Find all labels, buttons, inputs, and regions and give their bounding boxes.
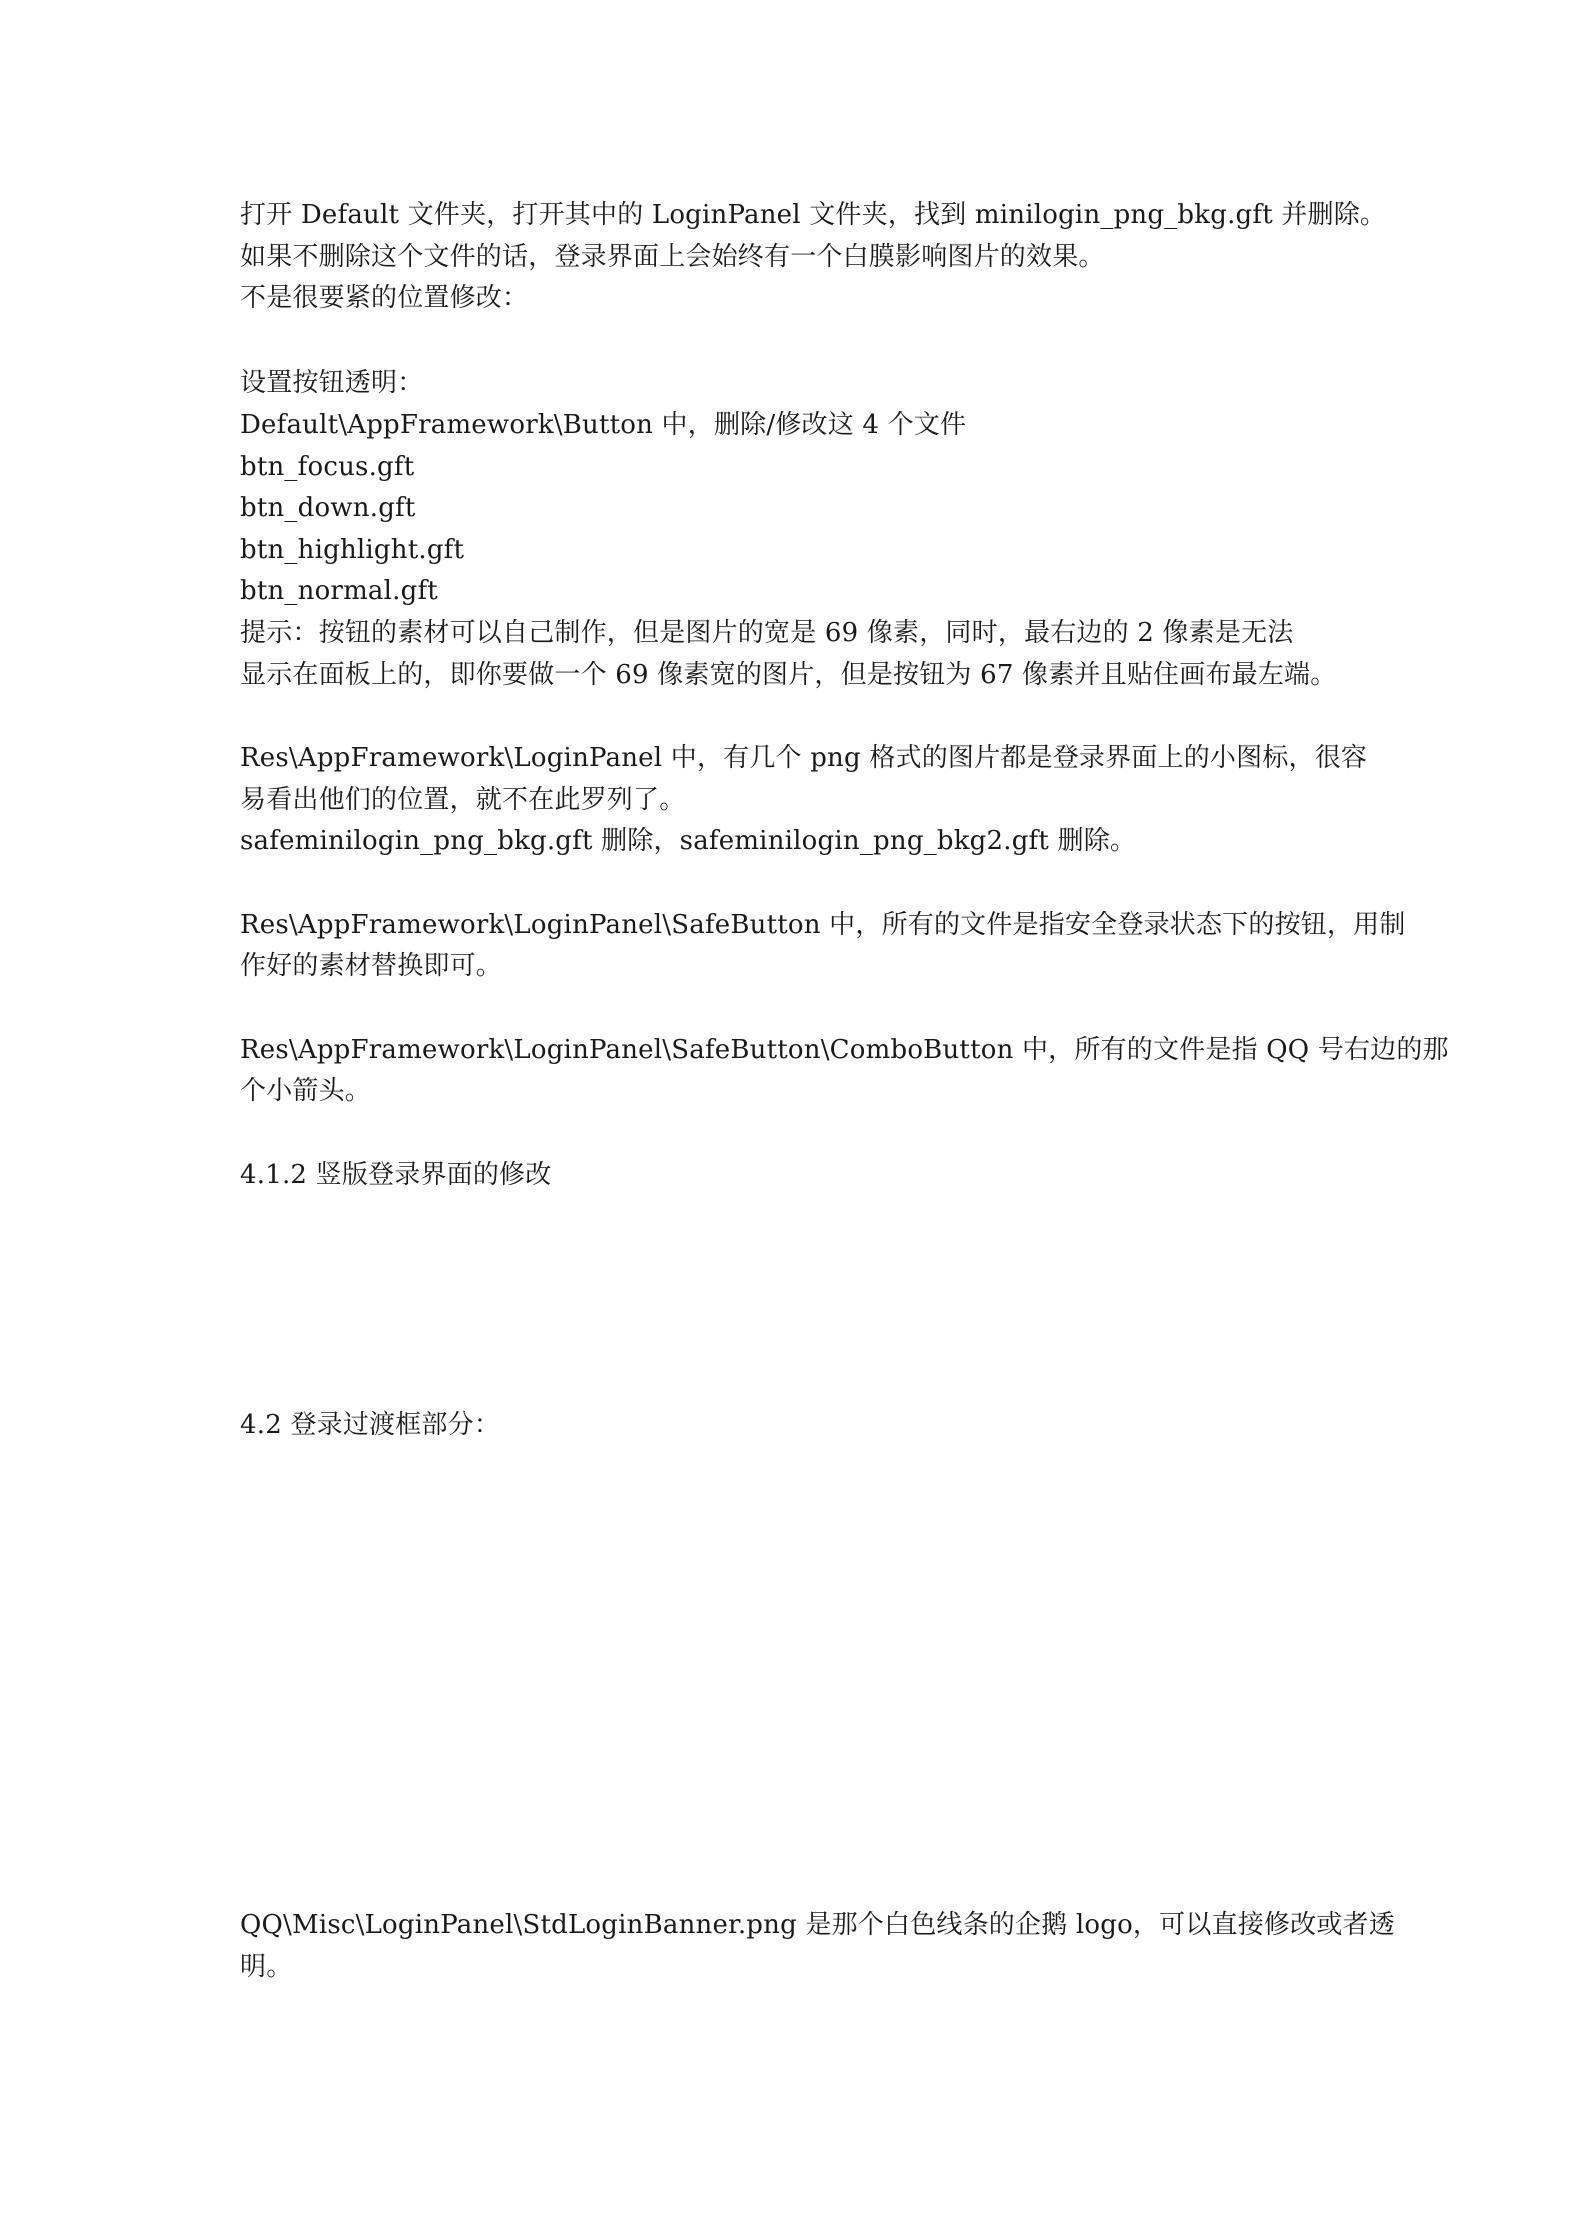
paragraph-line: 不是很要紧的位置修改： [240, 283, 529, 313]
file-name-line: btn_focus.gft [240, 452, 415, 482]
paragraph-line: 如果不删除这个文件的话，登录界面上会始终有一个白膜影响图片的效果。 [240, 242, 1105, 272]
paragraph-line: 打开 Default 文件夹，打开其中的 LoginPanel 文件夹，找到 minilogin_png_bkg.gft 并删除。 [240, 200, 1387, 230]
paragraph-line: safeminilogin_png_bkg.gft 删除，safeminilogin_png_bkg2.gft 删除。 [240, 826, 1137, 856]
paragraph-line: 作好的素材替换即可。 [240, 951, 503, 981]
file-name-line: btn_normal.gft [240, 576, 438, 606]
paragraph-line: 个小箭头。 [240, 1076, 372, 1106]
section-heading: 设置按钮透明： [240, 368, 424, 398]
paragraph-line: Res\AppFramework\LoginPanel\SafeButton\ComboButton 中，所有的文件是指 QQ 号右边的那 [240, 1035, 1449, 1065]
paragraph-line: QQ\Misc\LoginPanel\StdLoginBanner.png 是那个白色线条的企鹅 logo，可以直接修改或者透 [240, 1910, 1395, 1940]
paragraph-line: 显示在面板上的，即你要做一个 69 像素宽的图片，但是按钮为 67 像素并且贴住画布最左端。 [240, 660, 1337, 690]
paragraph-line: Default\AppFramework\Button 中，删除/修改这 4 个文件 [240, 410, 967, 440]
paragraph-line: 明。 [240, 1952, 293, 1982]
paragraph-line: Res\AppFramework\LoginPanel 中，有几个 png 格式的图片都是登录界面上的小图标，很容 [240, 743, 1368, 773]
file-name-line: btn_highlight.gft [240, 535, 465, 565]
file-name-line: btn_down.gft [240, 493, 416, 523]
paragraph-line: 易看出他们的位置，就不在此罗列了。 [240, 785, 686, 815]
section-heading: 4.2 登录过渡框部分： [240, 1410, 501, 1440]
paragraph-line: Res\AppFramework\LoginPanel\SafeButton 中，所有的文件是指安全登录状态下的按钮，用制 [240, 910, 1406, 940]
section-heading: 4.1.2 竖版登录界面的修改 [240, 1160, 552, 1190]
paragraph-line: 提示：按钮的素材可以自己制作，但是图片的宽是 69 像素，同时，最右边的 2 像素是无法 [240, 618, 1294, 648]
